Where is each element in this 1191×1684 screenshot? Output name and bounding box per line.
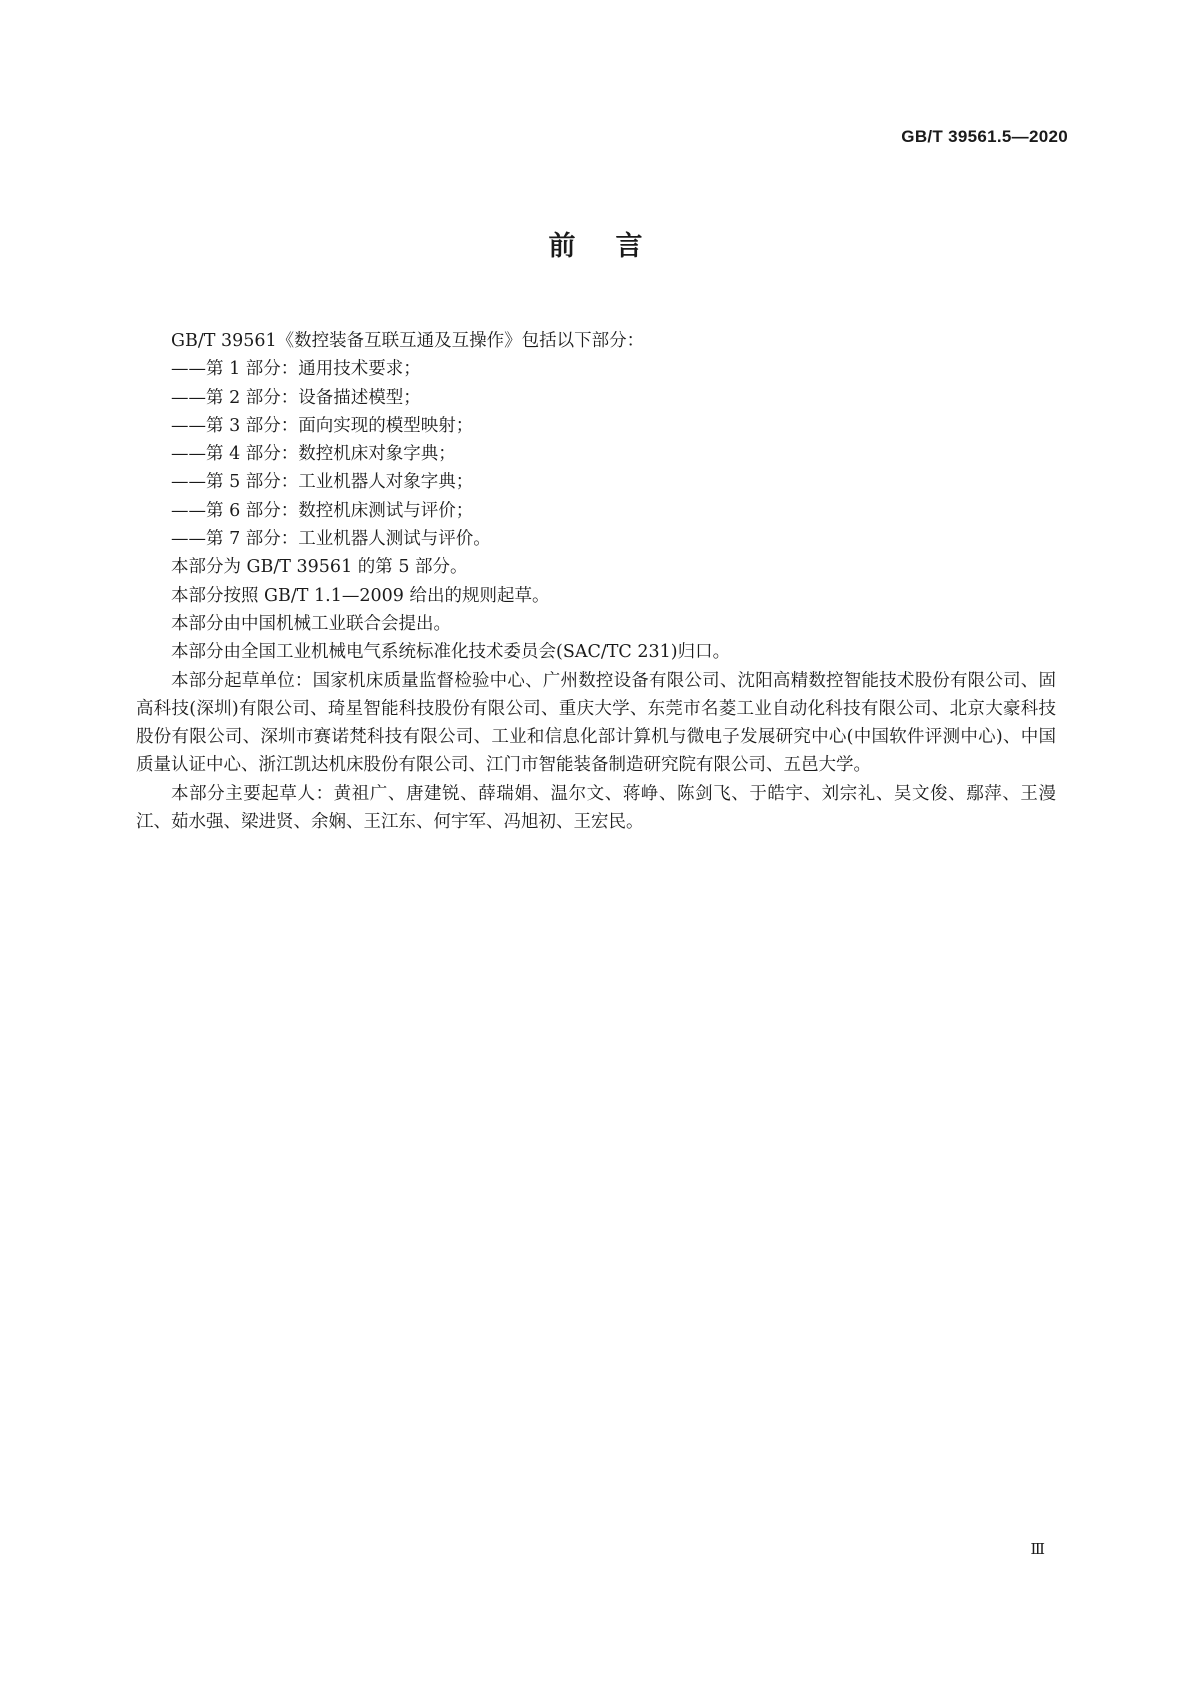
drafters-paragraph: 本部分主要起草人：黄祖广、唐建锐、薛瑞娟、温尔文、蒋峥、陈剑飞、于皓宇、刘宗礼、吴文俊、鄢萍、王漫江、茹水强、梁进贤、余娴、王江东、何宇军、冯旭初、王宏民。 [136, 783, 1056, 833]
standard-code: GB/T 39561.5—2020 [901, 127, 1068, 146]
rules-paragraph: 本部分按照 GB/T 1.1—2009 给出的规则起草。 [171, 585, 550, 606]
part-list-item: ——第 5 部分：工业机器人对象字典； [171, 472, 474, 493]
intro-paragraph: GB/T 39561《数控装备互联互通及互操作》包括以下部分： [171, 331, 645, 351]
proposed-by-paragraph: 本部分由中国机械工业联合会提出。 [171, 613, 451, 634]
part-list-item: ——第 1 部分：通用技术要求； [171, 359, 421, 380]
part-list-item: ——第 3 部分：面向实现的模型映射； [171, 415, 474, 436]
part-list-item: ——第 7 部分：工业机器人测试与评价。 [171, 529, 491, 550]
drafting-units-paragraph: 本部分起草单位：国家机床质量监督检验中心、广州数控设备有限公司、沈阳高精数控智能技术股份有限公司、固高科技(深圳)有限公司、琦星智能科技股份有限公司、重庆大学、东莞市名菱工业自动化科技有限公司、北京大豪科技股份有限公司、深圳市赛诺梵科技有限公司、工业和信息化部计算机与微电子发展研究中心(中国软件评测中心)、中国质量认证中心、浙江凯达机床股份有限公司、江门市智能装备制造研究院有限公司、五邑大学。 [136, 670, 1056, 776]
foreword-body [136, 327, 1056, 836]
this-part-paragraph: 本部分为 GB/T 39561 的第 5 部分。 [171, 557, 468, 578]
part-list-item: ——第 4 部分：数控机床对象字典； [171, 444, 456, 465]
page-title: 前言 [548, 231, 683, 262]
centralized-by-paragraph: 本部分由全国工业机械电气系统标准化技术委员会(SAC/TC 231)归口。 [171, 642, 731, 663]
part-list-item: ——第 2 部分：设备描述模型； [171, 387, 421, 408]
page-number: Ⅲ [1030, 1540, 1045, 1558]
part-list-item: ——第 6 部分：数控机床测试与评价； [171, 500, 474, 521]
